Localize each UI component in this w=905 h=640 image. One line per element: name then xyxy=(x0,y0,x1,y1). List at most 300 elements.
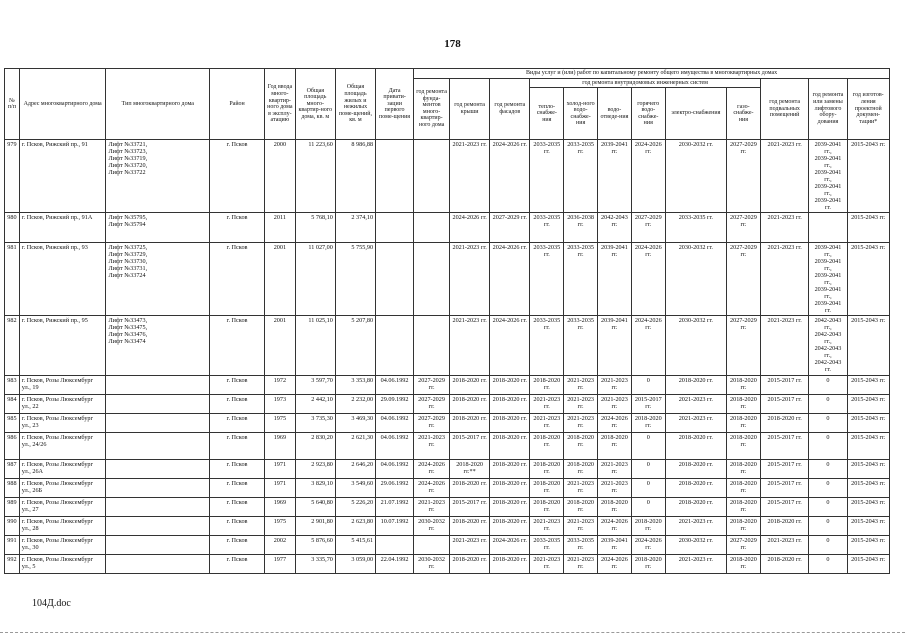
cell-address xyxy=(19,433,106,460)
cell-cold-water-year xyxy=(564,414,598,433)
cell-facade-year xyxy=(490,433,530,460)
cell-privatization-date xyxy=(376,414,414,433)
cell-year-text: 1971 xyxy=(273,461,287,469)
cell-facade-year-text: 2018-2020 гг. xyxy=(492,415,527,423)
cell-living-area xyxy=(335,460,375,479)
cell-gas-year xyxy=(727,433,761,460)
cell-total-area xyxy=(295,376,335,395)
cell-total-area-text: 11 223,60 xyxy=(308,141,333,149)
cell-foundation-year-text: 2027-2029 гг. xyxy=(418,377,445,392)
cell-heat-year xyxy=(530,460,564,479)
cell-heat-year-text: 2018-2020 гг. xyxy=(533,480,561,495)
scan-edge-divider xyxy=(0,632,905,633)
cell-total-area-text: 2 830,20 xyxy=(311,434,333,442)
cell-district xyxy=(210,498,265,517)
cell-district xyxy=(210,517,265,536)
cell-gas-year xyxy=(727,316,761,376)
cell-year-text: 1973 xyxy=(273,396,287,404)
cell-sewer-year xyxy=(598,555,632,574)
cell-sewer-year-text: 2021-2023 гг. xyxy=(601,396,628,411)
header-lift: год ремонта или замены лифтового обору-дования xyxy=(809,78,847,140)
cell-row-number xyxy=(5,316,20,376)
cell-electricity-year-text: 2021-2023 гг. xyxy=(678,415,713,423)
cell-hot-water-year-text: 2024-2026 гг. xyxy=(634,537,662,552)
cell-address-text: г. Псков, Розы Люксембург ул., 28 xyxy=(21,518,94,533)
cell-docs-year-text: 2015-2043 гг. xyxy=(851,556,886,564)
cell-docs-year-text: 2015-2043 гг. xyxy=(851,141,886,149)
cell-hot-water-year xyxy=(631,555,665,574)
table-row xyxy=(5,498,890,517)
cell-privatization-date xyxy=(376,376,414,395)
cell-address-text: г. Псков, Розы Люксембург ул., 22 xyxy=(21,396,94,411)
cell-lift-year-text: 0 xyxy=(826,415,830,423)
cell-hot-water-year xyxy=(631,536,665,555)
cell-roof-year-text: 2024-2026 гг. xyxy=(452,214,487,222)
cell-basement-year xyxy=(760,433,809,460)
cell-living-area xyxy=(335,395,375,414)
cell-sewer-year xyxy=(598,376,632,395)
header-facade: год ремонта фасадов xyxy=(490,78,530,140)
cell-house-type-text: Лифт №33473, Лифт №33475, Лифт №33476, Лифт №33474 xyxy=(108,317,148,346)
table-row xyxy=(5,395,890,414)
cell-hot-water-year-text: 2027-2029 гг. xyxy=(634,214,662,229)
table-header xyxy=(5,69,890,140)
cell-basement-year xyxy=(760,213,809,243)
table-row xyxy=(5,316,890,376)
cell-living-area-text: 3 353,80 xyxy=(351,377,374,385)
header-privatization-date: Дата привати-зации первого поме-щения xyxy=(376,69,414,140)
cell-year-text: 1975 xyxy=(273,518,287,526)
cell-electricity-year xyxy=(665,243,726,316)
cell-heat-year xyxy=(530,243,564,316)
cell-privatization-date xyxy=(376,479,414,498)
cell-gas-year xyxy=(727,555,761,574)
header-hot-water: горячего водо-снабже-ния xyxy=(631,88,665,140)
cell-district-text: г. Псков xyxy=(226,537,248,545)
cell-cold-water-year xyxy=(564,395,598,414)
cell-total-area xyxy=(295,479,335,498)
header-foundation: год ремонта фунда-ментов много-квартир-ного дома xyxy=(414,78,450,140)
cell-district xyxy=(210,536,265,555)
cell-lift-year xyxy=(809,213,847,243)
cell-docs-year-text: 2015-2043 гг. xyxy=(851,434,886,442)
cell-row-number xyxy=(5,414,20,433)
cell-heat-year-text: 2018-2020 гг. xyxy=(533,377,561,392)
cell-basement-year-text: 2018-2020 гг. xyxy=(767,556,802,564)
table-row xyxy=(5,536,890,555)
cell-gas-year xyxy=(727,376,761,395)
cell-year xyxy=(265,433,296,460)
cell-gas-year-text: 2027-2029 гг. xyxy=(730,214,757,229)
cell-foundation-year xyxy=(414,213,450,243)
cell-address-text: г. Псков, Розы Люксембург ул., 26Б xyxy=(21,480,94,495)
cell-foundation-year-text: 2030-2032 гг. xyxy=(418,518,445,533)
cell-row-number-text: 984 xyxy=(7,396,17,404)
capital-repair-table xyxy=(4,68,890,574)
cell-docs-year-text: 2015-2043 гг. xyxy=(851,499,886,507)
cell-electricity-year xyxy=(665,460,726,479)
cell-roof-year xyxy=(450,536,490,555)
header-electricity: электро-снабжения xyxy=(665,88,726,140)
table-row xyxy=(5,243,890,316)
cell-sewer-year xyxy=(598,140,632,213)
cell-house-type xyxy=(106,316,210,376)
cell-docs-year-text: 2015-2043 гг. xyxy=(851,415,886,423)
cell-facade-year xyxy=(490,498,530,517)
cell-electricity-year-text: 2030-2032 гг. xyxy=(678,244,713,252)
cell-year-text: 1972 xyxy=(273,377,287,385)
cell-docs-year xyxy=(847,433,890,460)
cell-row-number-text: 985 xyxy=(7,415,17,423)
cell-cold-water-year-text: 2018-2020 гг. xyxy=(567,499,595,514)
cell-facade-year-text: 2018-2020 гг. xyxy=(492,434,527,442)
cell-roof-year-text: 2021-2023 гг. xyxy=(452,244,487,252)
cell-sewer-year xyxy=(598,316,632,376)
table-row xyxy=(5,433,890,460)
cell-facade-year-text: 2024-2026 гг. xyxy=(492,141,527,149)
cell-total-area xyxy=(295,433,335,460)
cell-heat-year xyxy=(530,213,564,243)
cell-docs-year-text: 2015-2043 гг. xyxy=(851,518,886,526)
table-row xyxy=(5,517,890,536)
cell-lift-year-text: 0 xyxy=(826,480,830,488)
cell-address xyxy=(19,536,106,555)
cell-sewer-year-text: 2018-2020 гг. xyxy=(601,499,628,514)
table-row xyxy=(5,555,890,574)
cell-address-text: г. Псков, Розы Люксембург ул., 23 xyxy=(21,415,94,430)
cell-cold-water-year-text: 2021-2023 гг. xyxy=(567,518,595,533)
cell-house-type xyxy=(106,376,210,395)
cell-year-text: 1975 xyxy=(273,415,287,423)
cell-district xyxy=(210,395,265,414)
cell-heat-year-text: 2018-2020 гг. xyxy=(533,499,561,514)
cell-gas-year-text: 2027-2029 гг. xyxy=(730,244,757,259)
cell-year xyxy=(265,460,296,479)
cell-hot-water-year xyxy=(631,395,665,414)
cell-district-text: г. Псков xyxy=(226,214,248,222)
cell-gas-year xyxy=(727,414,761,433)
cell-house-type xyxy=(106,460,210,479)
cell-house-type-text: Лифт №35795, Лифт №35794 xyxy=(108,214,148,229)
cell-basement-year xyxy=(760,498,809,517)
cell-cold-water-year-text: 2018-2020 гг. xyxy=(567,461,595,476)
cell-address-text: г. Псков, Розы Люксембург ул., 5 xyxy=(21,556,94,571)
cell-roof-year xyxy=(450,498,490,517)
cell-foundation-year xyxy=(414,243,450,316)
cell-district-text: г. Псков xyxy=(226,480,248,488)
cell-cold-water-year-text: 2033-2035 гг. xyxy=(567,244,595,259)
cell-living-area xyxy=(335,376,375,395)
cell-row-number xyxy=(5,376,20,395)
cell-house-type xyxy=(106,555,210,574)
cell-sewer-year-text: 2039-2041 гг. xyxy=(601,244,628,259)
cell-roof-year-text: 2021-2023 гг. xyxy=(452,141,487,149)
cell-gas-year xyxy=(727,517,761,536)
cell-address xyxy=(19,460,106,479)
cell-year xyxy=(265,536,296,555)
cell-foundation-year xyxy=(414,433,450,460)
header-engineering-systems: год ремонта внутридомовых инженерных систем xyxy=(530,78,760,88)
cell-year xyxy=(265,243,296,316)
cell-lift-year xyxy=(809,555,847,574)
cell-privatization-date xyxy=(376,395,414,414)
cell-roof-year-text: 2021-2023 гг. xyxy=(452,317,487,325)
cell-basement-year-text: 2015-2017 гг. xyxy=(767,377,802,385)
cell-row-number-text: 982 xyxy=(7,317,17,325)
cell-hot-water-year-text: 0 xyxy=(646,377,650,385)
cell-address-text: г. Псков, Розы Люксембург ул., 19 xyxy=(21,377,94,392)
cell-total-area xyxy=(295,555,335,574)
cell-basement-year-text: 2015-2017 гг. xyxy=(767,480,802,488)
cell-heat-year-text: 2021-2023 гг. xyxy=(533,556,561,571)
cell-row-number-text: 988 xyxy=(7,480,17,488)
cell-sewer-year-text: 2024-2026 гг. xyxy=(601,556,628,571)
cell-sewer-year xyxy=(598,498,632,517)
cell-total-area-text: 5 768,10 xyxy=(311,214,333,222)
cell-cold-water-year xyxy=(564,376,598,395)
cell-sewer-year xyxy=(598,536,632,555)
cell-docs-year xyxy=(847,479,890,498)
cell-basement-year xyxy=(760,536,809,555)
cell-facade-year xyxy=(490,376,530,395)
cell-basement-year-text: 2015-2017 гг. xyxy=(767,396,802,404)
cell-basement-year xyxy=(760,517,809,536)
cell-gas-year xyxy=(727,536,761,555)
cell-basement-year xyxy=(760,376,809,395)
cell-living-area xyxy=(335,517,375,536)
cell-electricity-year-text: 2021-2023 гг. xyxy=(678,396,713,404)
cell-gas-year-text: 2027-2029 гг. xyxy=(730,537,757,552)
cell-hot-water-year xyxy=(631,213,665,243)
cell-address xyxy=(19,316,106,376)
cell-docs-year xyxy=(847,213,890,243)
cell-electricity-year xyxy=(665,213,726,243)
cell-privatization-date xyxy=(376,243,414,316)
cell-docs-year xyxy=(847,498,890,517)
cell-living-area-text: 3 469,30 xyxy=(351,415,374,423)
cell-cold-water-year xyxy=(564,536,598,555)
cell-living-area-text: 5 226,20 xyxy=(351,499,374,507)
header-docs: год изготов-ления проектной докумен-тации* xyxy=(847,78,890,140)
cell-facade-year xyxy=(490,414,530,433)
cell-row-number-text: 990 xyxy=(7,518,17,526)
cell-facade-year xyxy=(490,140,530,213)
cell-district-text: г. Псков xyxy=(226,499,248,507)
cell-hot-water-year xyxy=(631,498,665,517)
cell-electricity-year-text: 2018-2020 гг. xyxy=(678,377,713,385)
cell-row-number xyxy=(5,395,20,414)
cell-address-text: г. Псков, Рижский пр., 91А xyxy=(21,214,93,222)
cell-docs-year xyxy=(847,517,890,536)
cell-row-number xyxy=(5,479,20,498)
cell-facade-year-text: 2024-2026 гг. xyxy=(492,317,527,325)
cell-year xyxy=(265,517,296,536)
table-row xyxy=(5,140,890,213)
cell-electricity-year xyxy=(665,140,726,213)
cell-gas-year-text: 2018-2020 гг. xyxy=(730,377,757,392)
cell-docs-year xyxy=(847,376,890,395)
cell-cold-water-year-text: 2036-2038 гг. xyxy=(567,214,595,229)
cell-docs-year xyxy=(847,460,890,479)
cell-living-area xyxy=(335,213,375,243)
cell-hot-water-year-text: 2024-2026 гг. xyxy=(634,317,662,332)
cell-facade-year-text: 2024-2026 гг. xyxy=(492,244,527,252)
cell-sewer-year xyxy=(598,433,632,460)
cell-basement-year-text: 2018-2020 гг. xyxy=(767,415,802,423)
cell-privatization-date-text: 22.04.1992 xyxy=(380,556,409,564)
cell-lift-year xyxy=(809,395,847,414)
cell-living-area-text: 2 232,00 xyxy=(351,396,374,404)
cell-hot-water-year-text: 0 xyxy=(646,480,650,488)
cell-hot-water-year-text: 0 xyxy=(646,499,650,507)
cell-cold-water-year-text: 2021-2023 гг. xyxy=(567,396,595,411)
cell-district xyxy=(210,213,265,243)
cell-address xyxy=(19,395,106,414)
cell-year xyxy=(265,479,296,498)
cell-heat-year-text: 2021-2023 гг. xyxy=(533,396,561,411)
cell-cold-water-year xyxy=(564,460,598,479)
cell-cold-water-year xyxy=(564,555,598,574)
cell-heat-year xyxy=(530,140,564,213)
cell-total-area-text: 3 829,10 xyxy=(311,480,333,488)
cell-district xyxy=(210,316,265,376)
cell-lift-year-text: 0 xyxy=(826,499,830,507)
cell-total-area xyxy=(295,460,335,479)
cell-hot-water-year xyxy=(631,460,665,479)
cell-docs-year-text: 2015-2043 гг. xyxy=(851,214,886,222)
page-number: 178 xyxy=(444,38,461,50)
cell-roof-year xyxy=(450,395,490,414)
header-services: Виды услуг и (или) работ по капитальному ремонту общего имущества в многоквартирных домах xyxy=(414,69,890,79)
cell-living-area xyxy=(335,433,375,460)
cell-privatization-date xyxy=(376,140,414,213)
cell-address xyxy=(19,140,106,213)
cell-sewer-year xyxy=(598,395,632,414)
cell-foundation-year-text: 2024-2026 гг. xyxy=(418,461,445,476)
cell-gas-year-text: 2018-2020 гг. xyxy=(730,415,757,430)
cell-electricity-year-text: 2018-2020 гг. xyxy=(678,499,713,507)
cell-roof-year-text: 2018-2020 гг. xyxy=(452,415,487,423)
cell-hot-water-year-text: 2024-2026 гг. xyxy=(634,141,662,156)
cell-roof-year xyxy=(450,460,490,479)
cell-docs-year-text: 2015-2043 гг. xyxy=(851,317,886,325)
cell-district xyxy=(210,140,265,213)
cell-year-text: 2001 xyxy=(273,244,287,252)
header-roof: год ремонта крыши xyxy=(450,78,490,140)
cell-lift-year-text: 0 xyxy=(826,556,830,564)
cell-district-text: г. Псков xyxy=(226,396,248,404)
header-heat: тепло-снабже-ния xyxy=(530,88,564,140)
cell-electricity-year-text: 2018-2020 гг. xyxy=(678,461,713,469)
cell-electricity-year xyxy=(665,376,726,395)
cell-district-text: г. Псков xyxy=(226,377,248,385)
cell-house-type-text: Лифт №33725, Лифт №33729, Лифт №33730, Лифт №33731, Лифт №33724 xyxy=(108,244,148,280)
cell-facade-year-text: 2027-2029 гг. xyxy=(492,214,527,222)
cell-total-area-text: 3 735,30 xyxy=(311,415,333,423)
cell-sewer-year-text: 2042-2043 гг. xyxy=(601,214,628,229)
header-cold-water: холод-ного водо-снабже-ния xyxy=(564,88,598,140)
cell-lift-year xyxy=(809,376,847,395)
cell-cold-water-year-text: 2033-2035 гг. xyxy=(567,317,595,332)
cell-house-type xyxy=(106,213,210,243)
cell-docs-year xyxy=(847,140,890,213)
cell-year xyxy=(265,376,296,395)
cell-privatization-date-text: 04.06.1992 xyxy=(380,377,409,385)
cell-basement-year xyxy=(760,316,809,376)
cell-lift-year-text: 0 xyxy=(826,518,830,526)
cell-cold-water-year xyxy=(564,140,598,213)
cell-living-area-text: 3 549,60 xyxy=(351,480,374,488)
cell-hot-water-year xyxy=(631,243,665,316)
cell-hot-water-year xyxy=(631,433,665,460)
cell-electricity-year-text: 2033-2035 гг. xyxy=(678,214,713,222)
cell-cold-water-year-text: 2021-2023 гг. xyxy=(567,556,595,571)
cell-foundation-year xyxy=(414,555,450,574)
cell-docs-year xyxy=(847,243,890,316)
cell-roof-year-text: 2018-2020 гг. xyxy=(452,480,487,488)
cell-sewer-year-text: 2039-2041 гг. xyxy=(601,537,628,552)
cell-total-area xyxy=(295,213,335,243)
cell-hot-water-year-text: 0 xyxy=(646,461,650,469)
cell-living-area-text: 8 986,88 xyxy=(351,141,374,149)
header-type: Тип многоквартирного дома xyxy=(106,69,210,140)
cell-row-number-text: 991 xyxy=(7,537,17,545)
cell-heat-year xyxy=(530,376,564,395)
cell-heat-year xyxy=(530,316,564,376)
cell-electricity-year-text: 2030-2032 гг. xyxy=(678,141,713,149)
cell-privatization-date-text: 04.06.1992 xyxy=(380,434,409,442)
cell-docs-year-text: 2015-2043 гг. xyxy=(851,537,886,545)
cell-basement-year-text: 2021-2023 гг. xyxy=(767,537,802,545)
cell-hot-water-year-text: 2024-2026 гг. xyxy=(634,244,662,259)
cell-address-text: г. Псков, Розы Люксембург ул., 27 xyxy=(21,499,94,514)
cell-cold-water-year xyxy=(564,479,598,498)
cell-heat-year-text: 2033-2035 гг. xyxy=(533,214,561,229)
cell-sewer-year-text: 2024-2026 гг. xyxy=(601,415,628,430)
cell-living-area xyxy=(335,498,375,517)
cell-total-area xyxy=(295,140,335,213)
cell-sewer-year-text: 2021-2023 гг. xyxy=(601,480,628,495)
cell-docs-year xyxy=(847,414,890,433)
cell-lift-year xyxy=(809,536,847,555)
cell-hot-water-year xyxy=(631,517,665,536)
cell-hot-water-year xyxy=(631,414,665,433)
cell-gas-year-text: 2018-2020 гг. xyxy=(730,461,757,476)
cell-privatization-date xyxy=(376,460,414,479)
cell-living-area xyxy=(335,479,375,498)
cell-basement-year xyxy=(760,140,809,213)
cell-lift-year-text: 0 xyxy=(826,396,830,404)
cell-cold-water-year-text: 2018-2020 гг. xyxy=(567,434,595,449)
cell-sewer-year-text: 2021-2023 гг. xyxy=(601,377,628,392)
cell-gas-year-text: 2018-2020 гг. xyxy=(730,396,757,411)
table-row xyxy=(5,376,890,395)
cell-total-area xyxy=(295,395,335,414)
cell-year-text: 2002 xyxy=(273,537,287,545)
cell-electricity-year xyxy=(665,517,726,536)
cell-address xyxy=(19,555,106,574)
cell-basement-year xyxy=(760,414,809,433)
cell-sewer-year-text: 2024-2026 гг. xyxy=(601,518,628,533)
cell-privatization-date xyxy=(376,517,414,536)
cell-total-area xyxy=(295,536,335,555)
cell-privatization-date xyxy=(376,536,414,555)
cell-year-text: 1971 xyxy=(273,480,287,488)
cell-electricity-year xyxy=(665,479,726,498)
cell-foundation-year-text: 2027-2029 гг. xyxy=(418,415,445,430)
cell-row-number-text: 980 xyxy=(7,214,17,222)
cell-address-text: г. Псков, Рижский пр., 93 xyxy=(21,244,88,252)
